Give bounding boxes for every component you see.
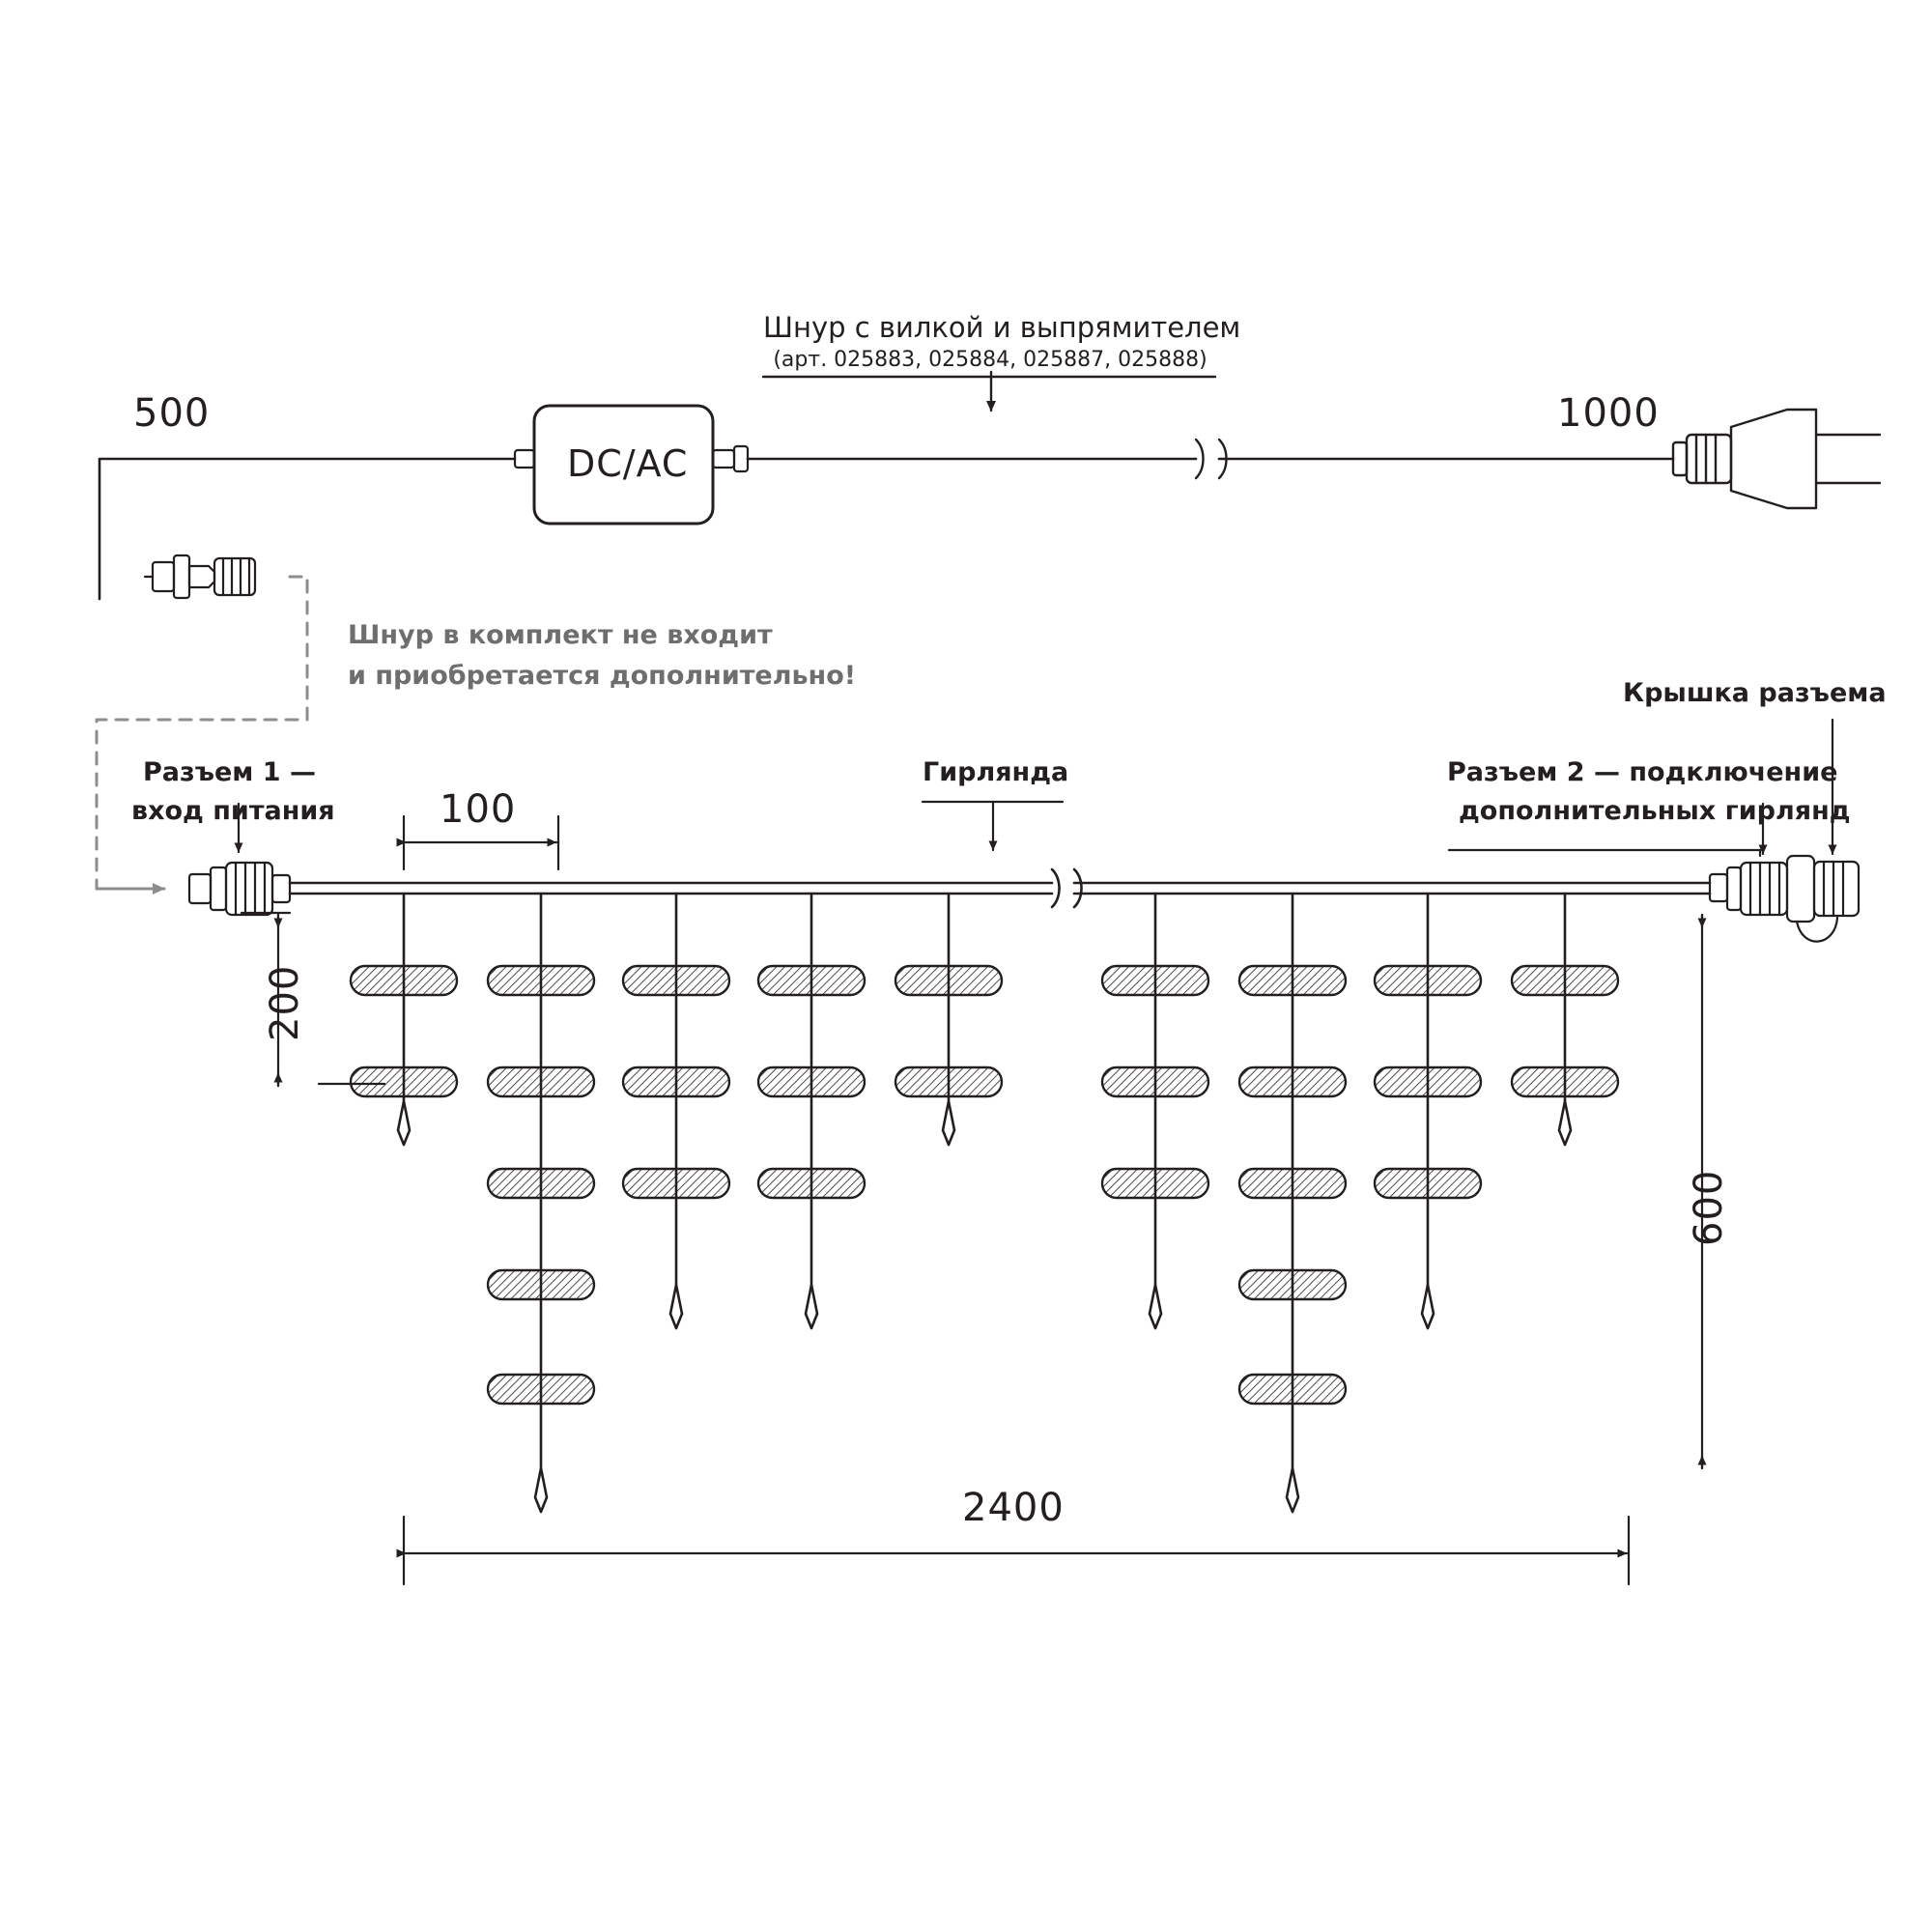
connector2-label-line2: дополнительных гирлянд (1459, 796, 1851, 826)
garland-label: Гирлянда (923, 757, 1069, 787)
connector-cap-label: Крышка разъема (1623, 678, 1887, 708)
connector1-label-line2: вход питания (131, 796, 335, 826)
dimension-600: 600 (1687, 1169, 1731, 1246)
dimension-1000: 1000 (1557, 391, 1660, 436)
connector1-label-line1: Разъем 1 — (143, 757, 316, 787)
cord-articles: (арт. 025883, 025884, 025887, 025888) (773, 348, 1208, 372)
dcac-label: DC/AC (567, 442, 689, 485)
dimension-200: 200 (263, 964, 307, 1041)
dimension-100: 100 (440, 787, 517, 832)
cord-not-included-line2: и приобретается дополнительно! (348, 661, 857, 691)
cord-title: Шнур с вилкой и выпрямителем (763, 311, 1241, 344)
cord-not-included-line1: Шнур в комплект не входит (348, 620, 773, 650)
dimension-2400: 2400 (962, 1486, 1065, 1530)
dimension-500: 500 (133, 391, 211, 436)
connector2-label-line1: Разъем 2 — подключение (1447, 757, 1838, 787)
